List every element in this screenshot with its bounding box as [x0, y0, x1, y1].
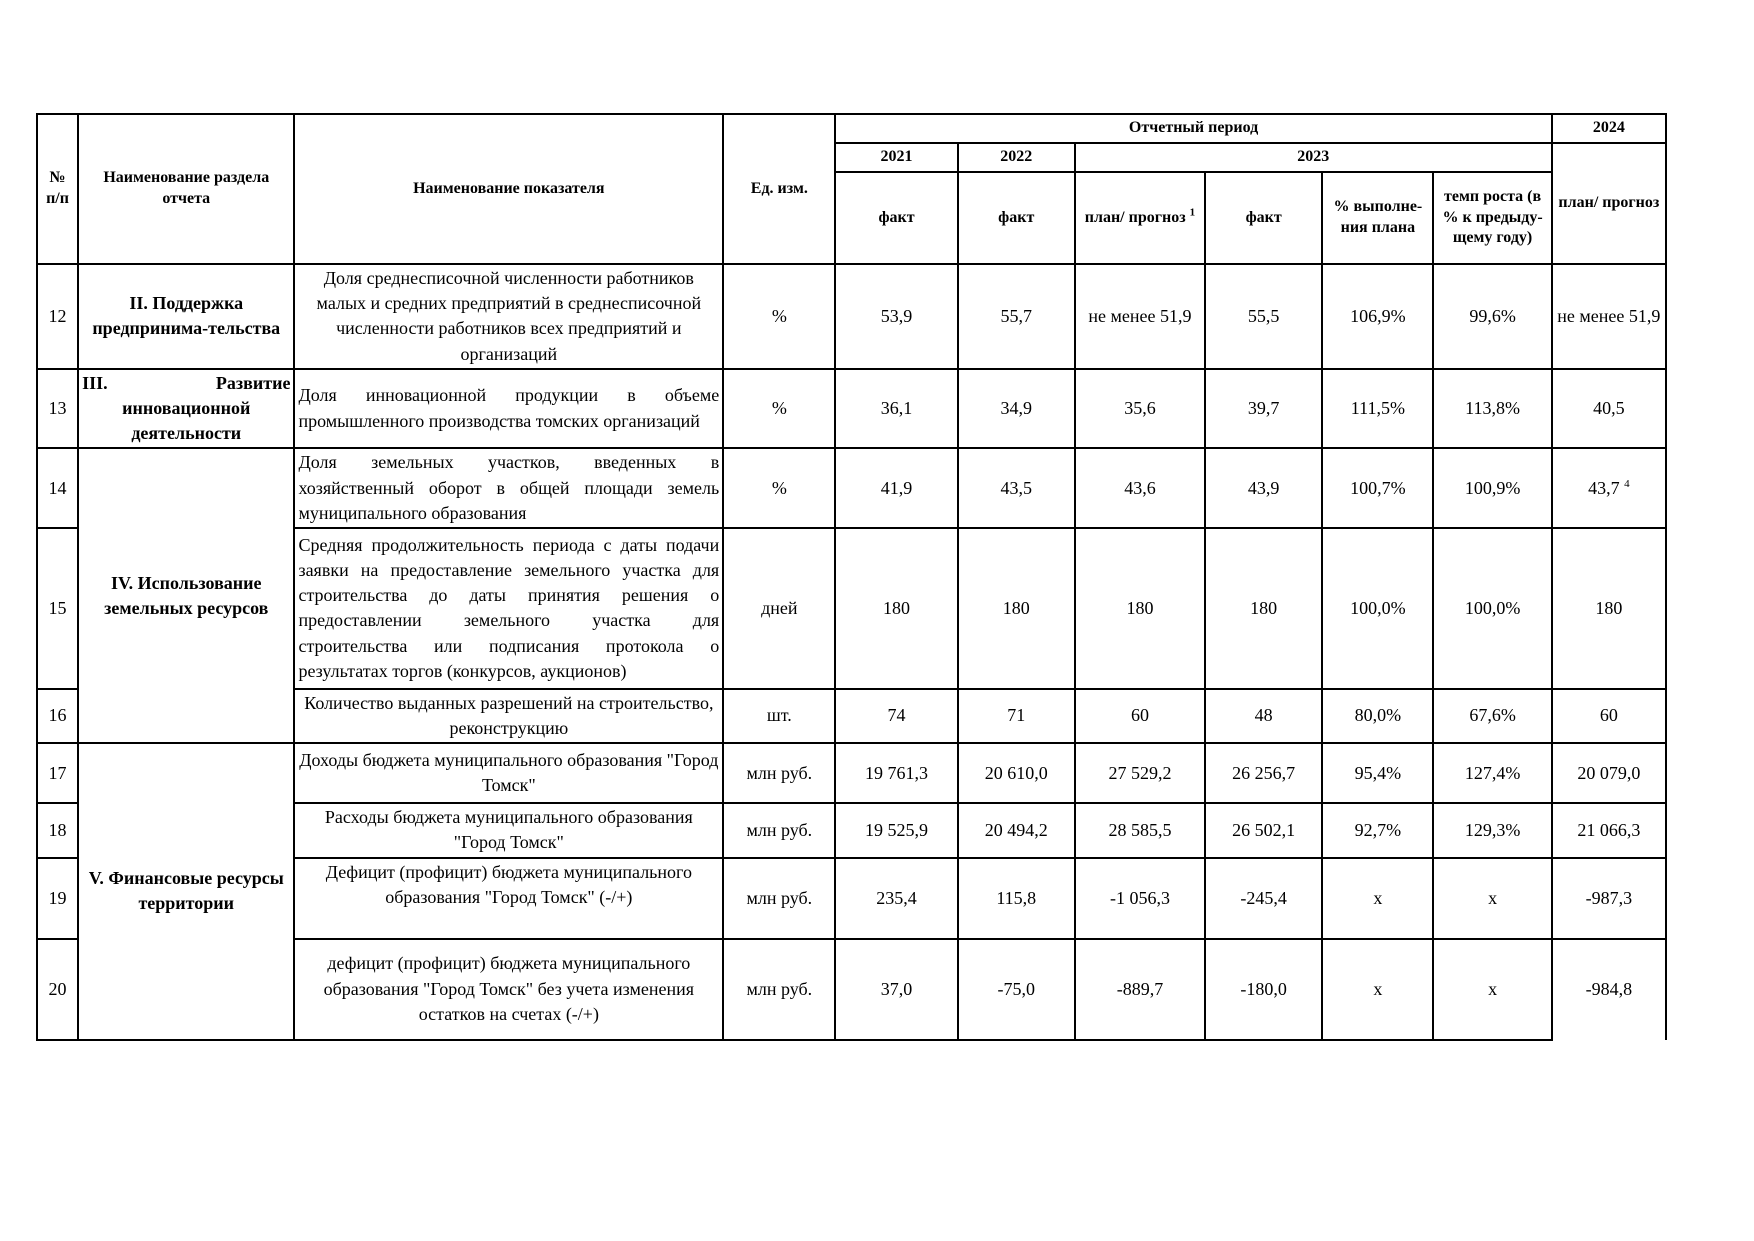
header-2023: 2023	[1075, 143, 1552, 172]
header-growth: темп роста (в % к предыду-щему году)	[1433, 172, 1551, 264]
unit-cell: шт.	[723, 689, 835, 743]
value-2021: 19 761,3	[835, 743, 957, 803]
section-name: II. Поддержка предпринима-тельства	[78, 264, 294, 369]
indicator-name: Количество выданных разрешений на строительство, реконструкцию	[294, 689, 723, 743]
unit-cell: млн руб.	[723, 939, 835, 1040]
unit-cell: %	[723, 448, 835, 528]
header-period: Отчетный период	[835, 114, 1551, 143]
plan-2023: 27 529,2	[1075, 743, 1205, 803]
plan-2024: 20 079,0	[1552, 743, 1666, 803]
header-2021: 2021	[835, 143, 957, 172]
value-2022: 55,7	[958, 264, 1075, 369]
plan-2023: 180	[1075, 528, 1205, 689]
row-number: 15	[37, 528, 78, 689]
report-table	[36, 113, 1667, 1041]
value-2021: 53,9	[835, 264, 957, 369]
header-pct-plan: % выполне-ния плана	[1322, 172, 1433, 264]
value-2021: 180	[835, 528, 957, 689]
value-2022: 71	[958, 689, 1075, 743]
fact-2023: 180	[1205, 528, 1322, 689]
header-fact-2022: факт	[958, 172, 1075, 264]
header-section: Наименование раздела отчета	[78, 114, 294, 264]
table-row	[37, 448, 1666, 528]
value-2022: 180	[958, 528, 1075, 689]
pct-plan: 100,0%	[1322, 528, 1433, 689]
plan-2024-value: 43,7	[1588, 477, 1620, 498]
fact-2023: 43,9	[1205, 448, 1322, 528]
row-number: 18	[37, 803, 78, 857]
indicator-name: Дефицит (профицит) бюджета муниципального образования "Город Томск" (-/+)	[294, 858, 723, 939]
header-2024: 2024	[1552, 114, 1666, 143]
header-plan-2023	[1075, 172, 1205, 264]
value-2021: 74	[835, 689, 957, 743]
indicator-name: Доля земельных участков, введенных в хозяйственный оборот в общей площади земель муниципального образования	[294, 448, 723, 528]
header-plan-2023-label: план/ прогноз	[1084, 208, 1186, 226]
value-2021: 19 525,9	[835, 803, 957, 857]
growth-rate: 100,0%	[1433, 528, 1551, 689]
growth-rate: 113,8%	[1433, 369, 1551, 449]
row-number: 14	[37, 448, 78, 528]
plan-2023: 60	[1075, 689, 1205, 743]
fact-2023: -180,0	[1205, 939, 1322, 1040]
table-row	[37, 743, 1666, 803]
pct-plan: 92,7%	[1322, 803, 1433, 857]
value-2021: 36,1	[835, 369, 957, 449]
header-indicator: Наименование показателя	[294, 114, 723, 264]
row-number: 19	[37, 858, 78, 939]
pct-plan: 100,7%	[1322, 448, 1433, 528]
value-2021: 37,0	[835, 939, 957, 1040]
table-row	[37, 264, 1666, 369]
section-name-part: III.	[82, 372, 108, 393]
growth-rate: 100,9%	[1433, 448, 1551, 528]
plan-2024: не менее 51,9	[1552, 264, 1666, 369]
unit-cell: млн руб.	[723, 803, 835, 857]
plan-2023: 35,6	[1075, 369, 1205, 449]
section-name	[78, 369, 294, 449]
fact-2023: -245,4	[1205, 858, 1322, 939]
growth-rate: 99,6%	[1433, 264, 1551, 369]
plan-2024: -984,8	[1552, 939, 1666, 1040]
table-row	[37, 369, 1666, 449]
header-num: № п/п	[37, 114, 78, 264]
plan-2024: 40,5	[1552, 369, 1666, 449]
table-body	[37, 264, 1666, 1040]
section-name-part: Развитие	[215, 372, 291, 393]
plan-2024	[1552, 448, 1666, 528]
plan-2024: 21 066,3	[1552, 803, 1666, 857]
indicator-name: Доля среднесписочной численности работников малых и средних предприятий в среднесписочной численности работников всех предприятий и организаций	[294, 264, 723, 369]
pct-plan: 95,4%	[1322, 743, 1433, 803]
row-number: 20	[37, 939, 78, 1040]
plan-2023: -1 056,3	[1075, 858, 1205, 939]
value-2021: 235,4	[835, 858, 957, 939]
value-2022: 43,5	[958, 448, 1075, 528]
value-2022: 20 610,0	[958, 743, 1075, 803]
plan-2024: -987,3	[1552, 858, 1666, 939]
unit-cell: %	[723, 369, 835, 449]
growth-rate: 127,4%	[1433, 743, 1551, 803]
row-number: 16	[37, 689, 78, 743]
footnote-1: 1	[1189, 206, 1196, 219]
header-fact-2023: факт	[1205, 172, 1322, 264]
pct-plan: 80,0%	[1322, 689, 1433, 743]
indicator-name: Доходы бюджета муниципального образования "Город Томск"	[294, 743, 723, 803]
section-name-part: инновационной деятельности	[122, 397, 251, 444]
plan-2023: 43,6	[1075, 448, 1205, 528]
unit-cell: млн руб.	[723, 743, 835, 803]
value-2022: 20 494,2	[958, 803, 1075, 857]
growth-rate: 67,6%	[1433, 689, 1551, 743]
value-2022: 115,8	[958, 858, 1075, 939]
indicator-name: Расходы бюджета муниципального образования "Город Томск"	[294, 803, 723, 857]
section-name: V. Финансовые ресурсы территории	[78, 743, 294, 1039]
indicator-name: Средняя продолжительность периода с даты подачи заявки на предоставление земельного участка для строительства до даты принятия решения о предоставлении земельного участка для строительства или подписания протокола о результатах торгов (конкурсов, аукционов)	[294, 528, 723, 689]
row-number: 13	[37, 369, 78, 449]
plan-2024: 60	[1552, 689, 1666, 743]
pct-plan: 111,5%	[1322, 369, 1433, 449]
row-number: 17	[37, 743, 78, 803]
pct-plan: 106,9%	[1322, 264, 1433, 369]
fact-2023: 26 256,7	[1205, 743, 1322, 803]
plan-2024: 180	[1552, 528, 1666, 689]
unit-cell: млн руб.	[723, 858, 835, 939]
footnote-4: 4	[1624, 477, 1630, 490]
value-2022: -75,0	[958, 939, 1075, 1040]
indicator-name: Доля инновационной продукции в объеме промышленного производства томских организаций	[294, 369, 723, 449]
plan-2023: не менее 51,9	[1075, 264, 1205, 369]
plan-2023: 28 585,5	[1075, 803, 1205, 857]
unit-cell: %	[723, 264, 835, 369]
pct-plan: х	[1322, 939, 1433, 1040]
fact-2023: 48	[1205, 689, 1322, 743]
fact-2023: 55,5	[1205, 264, 1322, 369]
plan-2023: -889,7	[1075, 939, 1205, 1040]
fact-2023: 26 502,1	[1205, 803, 1322, 857]
growth-rate: х	[1433, 858, 1551, 939]
fact-2023: 39,7	[1205, 369, 1322, 449]
header-2022: 2022	[958, 143, 1075, 172]
growth-rate: х	[1433, 939, 1551, 1040]
row-number: 12	[37, 264, 78, 369]
value-2021: 41,9	[835, 448, 957, 528]
section-name: IV. Использование земельных ресурсов	[78, 448, 294, 743]
indicator-name: дефицит (профицит) бюджета муниципального образования "Город Томск" без учета изменения остатков на счетах (-/+)	[294, 939, 723, 1040]
header-unit: Ед. изм.	[723, 114, 835, 264]
table-header	[37, 114, 1666, 264]
header-fact-2021: факт	[835, 172, 957, 264]
pct-plan: х	[1322, 858, 1433, 939]
value-2022: 34,9	[958, 369, 1075, 449]
unit-cell: дней	[723, 528, 835, 689]
growth-rate: 129,3%	[1433, 803, 1551, 857]
header-plan-2024: план/ прогноз	[1552, 143, 1666, 264]
